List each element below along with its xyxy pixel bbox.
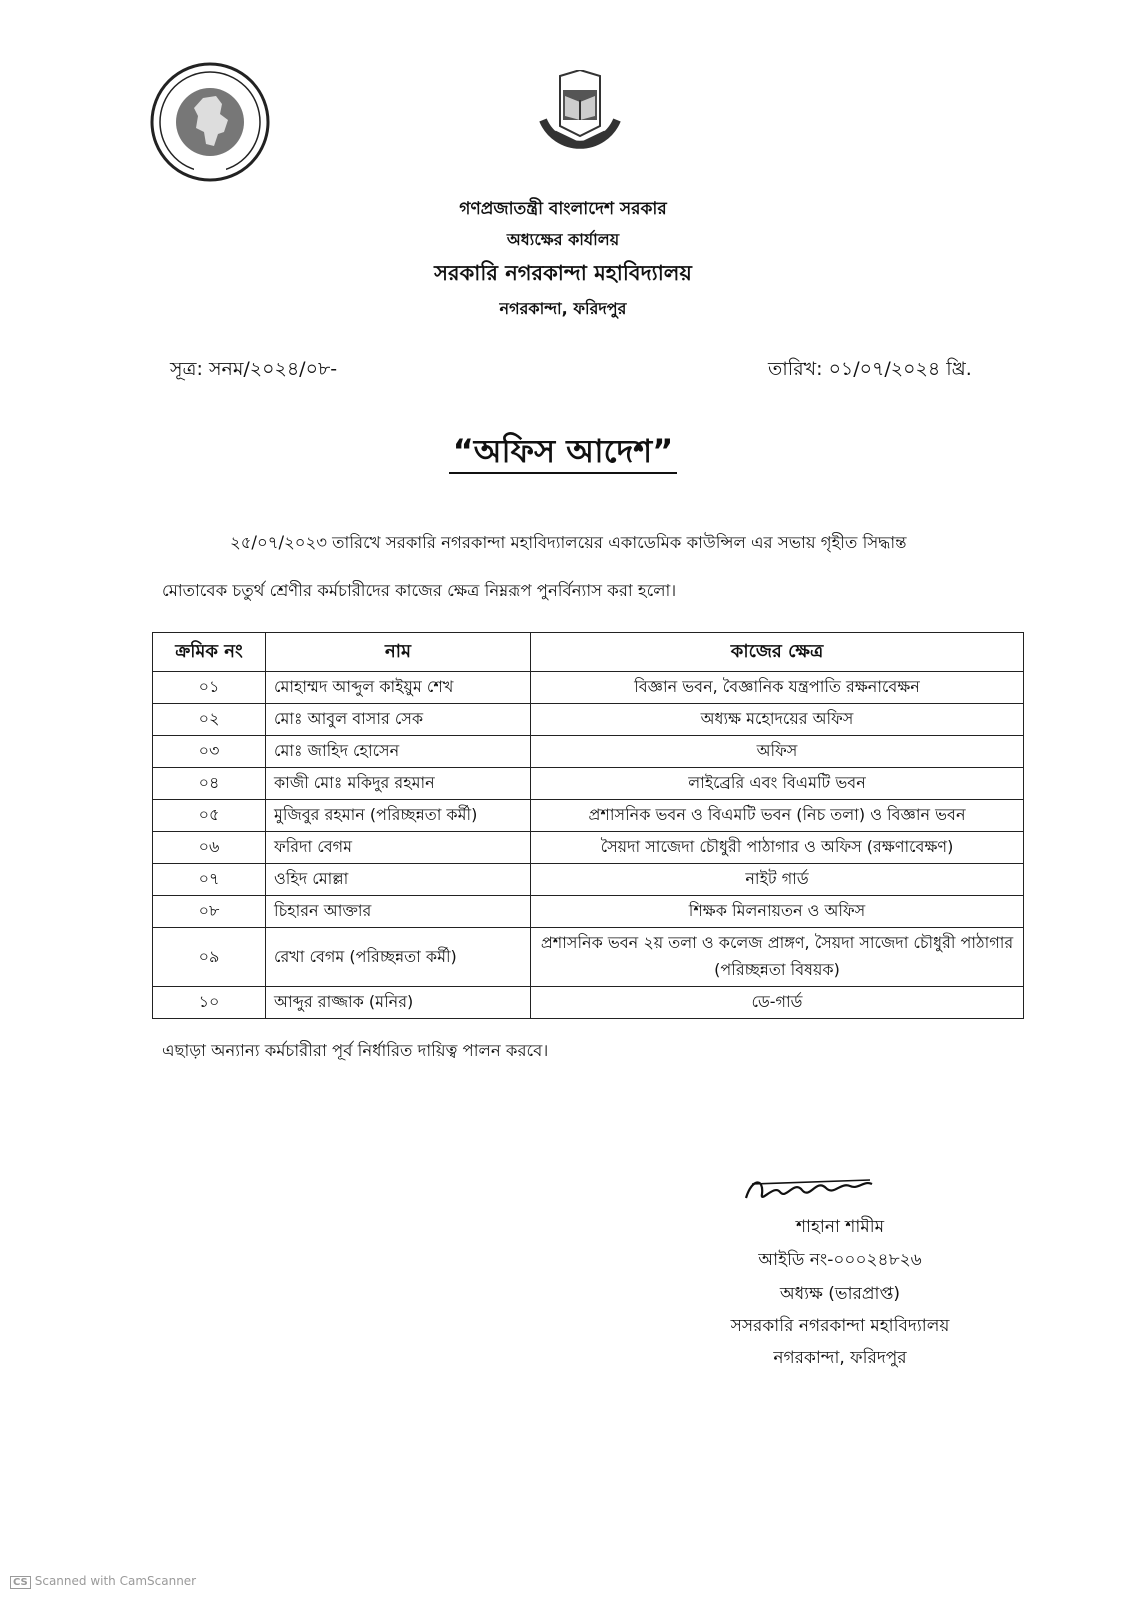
- table-row: [153, 768, 1024, 800]
- reference-number: সূত্র: সনম/২০২৪/০৮-: [170, 358, 338, 380]
- work-area-cell: সৈয়দা সাজেদা চৌধুরী পাঠাগার ও অফিস (রক্ষণাবেক্ষণ): [531, 832, 1024, 864]
- name-cell: ফরিদা বেগম: [266, 832, 531, 864]
- work-area-cell: প্রশাসনিক ভবন ও বিএমটি ভবন (নিচ তলা) ও বিজ্ঞান ভবন: [531, 800, 1024, 832]
- serial-cell: ০৪: [153, 768, 266, 800]
- signatory-name: শাহানা শামীম: [795, 1217, 885, 1237]
- name-cell: আব্দুর রাজ্জাক (মনির): [266, 987, 531, 1019]
- serial-cell: ০৭: [153, 864, 266, 896]
- college-address: নগরকান্দা, ফরিদপুর: [499, 299, 627, 318]
- scanner-text: Scanned with CamScanner: [34, 1574, 197, 1588]
- serial-cell: ১০: [153, 987, 266, 1019]
- name-cell: মুজিবুর রহমান (পরিচ্ছন্নতা কর্মী): [266, 800, 531, 832]
- signatory-designation: অধ্যক্ষ (ভারপ্রাপ্ত): [779, 1284, 901, 1304]
- table-row: [153, 987, 1024, 1019]
- govt-name: গণপ্রজাতন্ত্রী বাংলাদেশ সরকার: [459, 199, 667, 219]
- header-serial: ক্রমিক নং: [153, 633, 266, 672]
- table-row: [153, 832, 1024, 864]
- work-area-cell: লাইব্রেরি এবং বিএমটি ভবন: [531, 768, 1024, 800]
- document-date: তারিখ: ০১/০৭/২০২৪ খ্রি.: [768, 358, 972, 380]
- table-row: [153, 896, 1024, 928]
- work-area-cell: অধ্যক্ষ মহোদয়ের অফিস: [531, 704, 1024, 736]
- work-area-cell: বিজ্ঞান ভবন, বৈজ্ঞানিক যন্ত্রপাতি রক্ষনাবেক্ষন: [531, 672, 1024, 704]
- name-cell: কাজী মোঃ মকিদুর রহমান: [266, 768, 531, 800]
- camscanner-logo: CS: [10, 1576, 31, 1589]
- work-area-cell: প্রশাসনিক ভবন ২য় তলা ও কলেজ প্রাঙ্গণ, সৈয়দা সাজেদা চৌধুরী পাঠাগার (পরিচ্ছন্নতা বিষয়ক): [531, 928, 1024, 987]
- table-row: [153, 800, 1024, 832]
- closing-note: এছাড়া অন্যান্য কর্মচারীরা পূর্ব নির্ধারিত দায়িত্ব পালন করবে।: [162, 1041, 549, 1060]
- table-row: [153, 704, 1024, 736]
- table-row: [153, 864, 1024, 896]
- serial-cell: ০১: [153, 672, 266, 704]
- serial-cell: ০৫: [153, 800, 266, 832]
- serial-cell: ০৩: [153, 736, 266, 768]
- signatory-id: আইডি নং-০০০২৪৮২৬: [758, 1250, 922, 1270]
- intro-paragraph-line-2: মোতাবেক চতুর্থ শ্রেণীর কর্মচারীদের কাজের ক্ষেত্র নিম্নরূপ পুনর্বিন্যাস করা হলো।: [162, 581, 677, 600]
- signatory-address: নগরকান্দা, ফরিদপুর: [773, 1348, 907, 1368]
- duty-table: [152, 632, 1024, 1019]
- page-title: “অফিস আদেশ”: [0, 426, 1126, 480]
- government-seal: [148, 60, 272, 184]
- header-name: নাম: [266, 633, 531, 672]
- name-cell: ওহিদ মোল্লা: [266, 864, 531, 896]
- serial-cell: ০৬: [153, 832, 266, 864]
- work-area-cell: নাইট গার্ড: [531, 864, 1024, 896]
- table-row: [153, 928, 1024, 987]
- scanner-watermark: [10, 1574, 196, 1589]
- table-row: [153, 672, 1024, 704]
- work-area-cell: অফিস: [531, 736, 1024, 768]
- office-name: অধ্যক্ষের কার্যালয়: [506, 230, 620, 249]
- name-cell: মোঃ জাহিদ হোসেন: [266, 736, 531, 768]
- intro-paragraph-line-1: ২৫/০৭/২০২৩ তারিখে সরকারি নগরকান্দা মহাবিদ্যালয়ের একাডেমিক কাউন্সিল এর সভায় গৃহীত সিদ্ধান্ত: [230, 533, 907, 552]
- name-cell: মোঃ আবুল বাসার সেক: [266, 704, 531, 736]
- header-work-area: কাজের ক্ষেত্র: [531, 633, 1024, 672]
- name-cell: চিহারন আক্তার: [266, 896, 531, 928]
- work-area-cell: শিক্ষক মিলনায়তন ও অফিস: [531, 896, 1024, 928]
- name-cell: মোহাম্মদ আব্দুল কাইয়ুম শেখ: [266, 672, 531, 704]
- college-name: সরকারি নগরকান্দা মহাবিদ্যালয়: [434, 261, 692, 285]
- signatory-institution: সসরকারি নগরকান্দা মহাবিদ্যালয়: [730, 1316, 950, 1336]
- work-area-cell: ডে-গার্ড: [531, 987, 1024, 1019]
- signature: [740, 1170, 880, 1210]
- serial-cell: ০৯: [153, 928, 266, 987]
- college-logo: [525, 70, 635, 180]
- name-cell: রেখা বেগম (পরিচ্ছন্নতা কর্মী): [266, 928, 531, 987]
- table-row: [153, 736, 1024, 768]
- table-header-row: [153, 633, 1024, 672]
- serial-cell: ০২: [153, 704, 266, 736]
- serial-cell: ০৮: [153, 896, 266, 928]
